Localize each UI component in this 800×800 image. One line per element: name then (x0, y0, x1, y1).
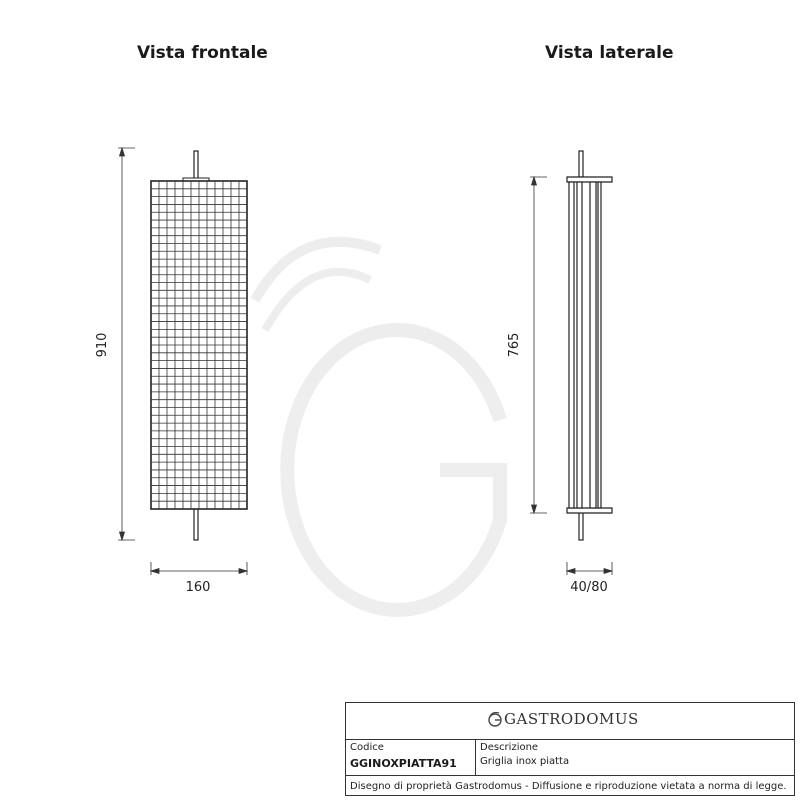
front-top-pin (194, 151, 198, 180)
side-bar-inner (590, 182, 596, 508)
gastrodomus-logo (486, 710, 639, 728)
front-view (151, 151, 247, 540)
title-block-logo-row (346, 703, 794, 740)
title-block (345, 702, 795, 796)
ownership-notice: Disegno di proprietà Gastrodomus - Diffusione e riproduzione vietata a norma di legge. (350, 781, 787, 792)
front-height-label: 910 (95, 332, 110, 358)
description-cell (476, 740, 794, 775)
side-depth-dimension (567, 562, 612, 575)
code-label: Codice (350, 742, 384, 753)
front-view-title: Vista frontale (137, 43, 268, 63)
side-view-title: Vista laterale (545, 43, 674, 63)
side-top-pin (579, 151, 583, 177)
side-depth-label: 40/80 (570, 580, 608, 595)
code-value: GGINOXPIATTA91 (350, 757, 457, 770)
code-cell (346, 740, 476, 775)
front-width-label: 160 (185, 580, 211, 595)
side-height-label: 765 (507, 332, 522, 358)
logo-wordmark: GASTRODOMUS (504, 710, 639, 728)
side-bar-back (598, 182, 601, 508)
side-height-dimension (530, 177, 547, 513)
logo-emblem-icon (486, 710, 504, 728)
side-top-bracket (567, 177, 612, 182)
watermark-logo-icon (255, 242, 500, 610)
side-bottom-pin (579, 512, 583, 540)
front-bottom-pin (194, 508, 198, 540)
side-bar-outer (569, 182, 574, 508)
side-view (567, 151, 612, 540)
description-label: Descrizione (480, 742, 539, 753)
side-bottom-bracket (567, 508, 612, 513)
front-height-dimension (118, 148, 135, 540)
title-block-code-row (346, 740, 794, 776)
side-bar-middle (577, 182, 582, 508)
front-width-dimension (151, 562, 247, 575)
description-value: Griglia inox piatta (480, 756, 570, 767)
